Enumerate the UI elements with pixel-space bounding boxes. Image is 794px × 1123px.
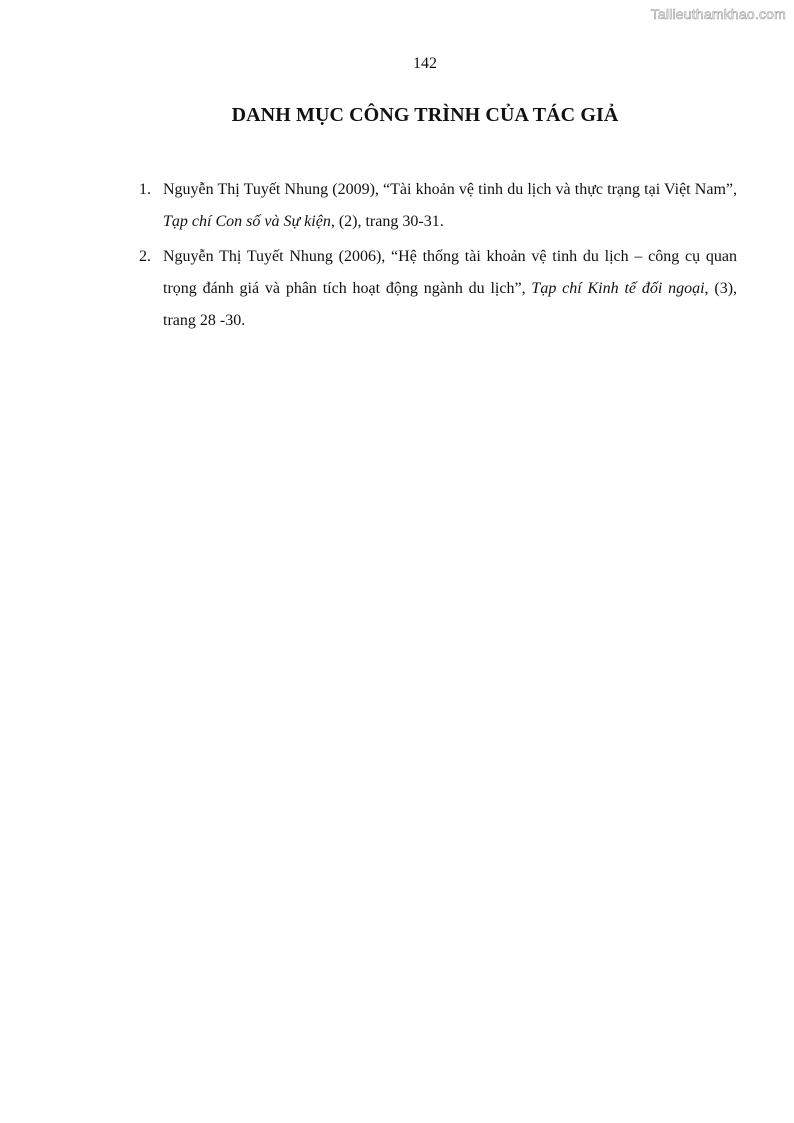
reference-issue: , (3), trang 28 -30.	[163, 280, 738, 329]
journal-name: Tạp chí Kinh tế đối ngoại	[531, 280, 705, 297]
reference-text	[163, 181, 737, 230]
watermark-text: Tailieuthamkhao.com	[650, 6, 786, 22]
reference-citation: Nguyễn Thị Tuyết Nhung (2009), “Tài khoản vệ tinh du lịch và thực trạng tại Việt Nam”,	[163, 181, 737, 198]
reference-citation: Nguyễn Thị Tuyết Nhung (2006), “Hệ thống tài khoản vệ tinh du lịch – công cụ quan trọng đánh giá và phân tích hoạt động ngành du lịch”,	[163, 248, 737, 297]
journal-name: Tạp chí Con số và Sự kiện	[163, 213, 331, 230]
page-title: DANH MỤC CÔNG TRÌNH CỦA TÁC GIẢ	[231, 104, 619, 126]
reference-number: 2.	[139, 248, 151, 265]
list-item	[139, 241, 737, 337]
page-number: 142	[413, 55, 437, 72]
reference-text	[163, 248, 737, 329]
reference-number: 1.	[139, 181, 151, 198]
reference-issue: , (2), trang 30-31.	[330, 213, 444, 230]
list-item	[139, 174, 737, 238]
reference-list	[139, 174, 737, 340]
